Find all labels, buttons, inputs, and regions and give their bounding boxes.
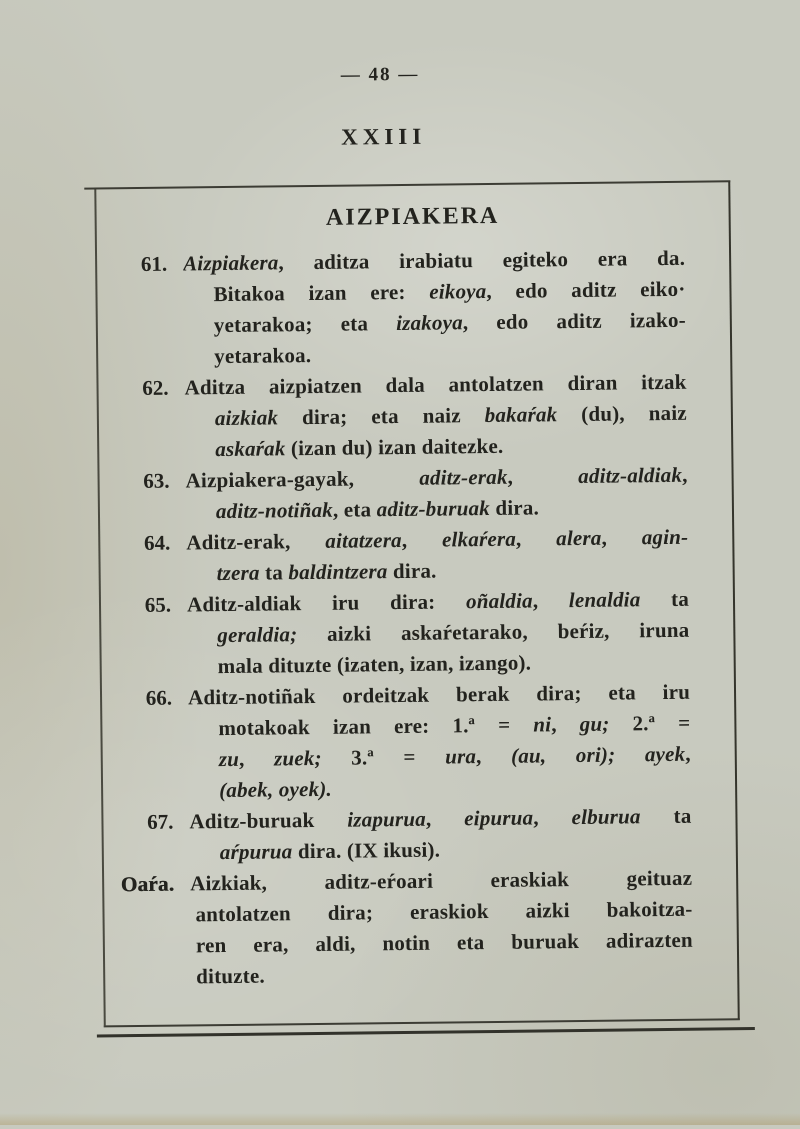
plain-text: dira. — [489, 495, 540, 520]
plain-text: Aditz-erak, — [186, 528, 326, 555]
plain-text: 3.ª = — [321, 744, 446, 770]
italic-text: ura — [444, 744, 477, 769]
paragraph-list — [97, 242, 737, 993]
italic-text: alera — [556, 525, 602, 551]
paragraph-label: 64. — [143, 530, 171, 555]
italic-text: aditz-erak — [419, 464, 508, 490]
text-line — [191, 925, 693, 962]
plain-text: Aditza aizpiatzen dala antolatzen diran itzak — [184, 369, 687, 400]
paragraph — [102, 676, 735, 807]
text-line — [189, 801, 691, 838]
paragraph — [104, 862, 737, 993]
plain-text: , — [601, 525, 642, 550]
plain-text: , edo aditz eiko· — [486, 276, 686, 304]
italic-text: askaŕak — [215, 436, 286, 462]
italic-text: geraldia; — [217, 622, 298, 648]
plain-text: ta — [640, 586, 690, 612]
plain-text: (izan du) izan daitezke. — [285, 433, 504, 461]
plain-text: aizki askaŕetarako, beŕiz, iruna — [297, 617, 690, 647]
plain-text: yetarakoa. — [214, 343, 312, 369]
plain-text — [615, 742, 645, 766]
plain-text: , — [685, 741, 691, 766]
plain-text: ta — [640, 803, 692, 829]
text-line — [187, 615, 689, 652]
plain-text: antolatzen dira; eraskiok aizki bakoitza- — [195, 896, 693, 927]
italic-text: aŕpurua — [219, 839, 293, 865]
italic-text: zu — [218, 746, 240, 772]
paragraph — [97, 242, 730, 373]
plain-text: , — [681, 462, 688, 487]
italic-text: (abek, oyek). — [218, 776, 333, 803]
italic-text: lenaldia — [568, 587, 641, 613]
plain-text: Bitakoa izan ere: — [213, 279, 430, 307]
plain-text: , edo aditz izako- — [462, 307, 686, 335]
paragraph-body — [189, 800, 736, 868]
plain-text: dira. — [387, 558, 437, 584]
plain-text: , — [507, 463, 579, 489]
italic-text: baldintzera — [288, 559, 388, 585]
plain-text: 2.ª = — [609, 710, 691, 736]
section-heading: XXIII — [341, 123, 427, 150]
paragraph-body — [188, 676, 735, 806]
plain-text: yetarakoa; eta — [213, 311, 397, 338]
plain-text: , — [533, 805, 572, 830]
paragraph-label: Oaŕa. — [120, 871, 175, 897]
paragraph-body — [187, 583, 734, 682]
bottom-rule — [97, 1027, 755, 1037]
italic-text: tzera — [216, 560, 260, 586]
italic-text: (au, ori); — [510, 742, 616, 768]
paragraph-body — [186, 521, 733, 589]
text-line — [191, 956, 693, 993]
paragraph-label: 66. — [145, 685, 173, 710]
italic-text: gu; — [579, 711, 610, 736]
paragraph-label: 63. — [143, 468, 170, 493]
text-line — [189, 739, 691, 776]
plain-text: , — [401, 527, 443, 552]
paragraph — [99, 459, 732, 528]
italic-text: eikoya — [429, 279, 487, 304]
italic-text: aitatzera — [325, 527, 402, 553]
italic-text: ayek — [644, 741, 686, 767]
italic-text: elburua — [571, 804, 641, 830]
plain-text: dira. (IX ikusi). — [292, 837, 441, 864]
text-line — [184, 305, 686, 342]
content-frame — [94, 180, 739, 1027]
plain-text: , — [515, 526, 557, 551]
plain-text: , eta — [332, 497, 377, 522]
paragraph — [101, 583, 734, 683]
chapter-title: AIZPIAKERA — [325, 202, 500, 231]
italic-text: oñaldia — [465, 588, 533, 614]
plain-text: dituzte. — [196, 963, 266, 989]
italic-text: izakoya — [395, 310, 463, 336]
plain-text: , — [425, 806, 465, 831]
italic-text: zuek; — [273, 745, 322, 771]
plain-text: , — [238, 746, 275, 771]
italic-text: bakaŕak — [484, 402, 558, 428]
plain-text: , — [532, 588, 569, 613]
plain-text: Aizpiakera-gayak, — [185, 465, 420, 493]
italic-text: aditz-buruak — [376, 495, 491, 522]
italic-text: agin- — [641, 524, 689, 550]
plain-text: motakoak izan ere: 1.ª = — [218, 712, 534, 741]
plain-text: Aizkiak, aditz-eŕoari eraskiak geituaz — [190, 865, 693, 896]
paragraph-label: 61. — [140, 251, 168, 276]
paragraph-label: 67. — [147, 809, 174, 834]
plain-text: ren era, aldi, notin eta buruak adirazten — [195, 927, 693, 958]
plain-text: , aditza irabiatu egiteko era da. — [278, 245, 686, 275]
paragraph-label: 65. — [144, 592, 172, 617]
italic-text: aizkiak — [214, 405, 279, 431]
paragraph — [98, 366, 731, 466]
paragraph-body — [183, 242, 730, 372]
text-line — [186, 522, 688, 559]
plain-text: ta — [259, 560, 289, 585]
paragraph — [100, 521, 733, 590]
italic-text: Aizpiakera — [183, 250, 279, 276]
paragraph-label: 62. — [142, 375, 169, 400]
plain-text: , — [475, 743, 512, 769]
plain-text: Aditz-notiñak ordeitzak berak dira; eta iru — [187, 679, 691, 710]
text-line — [185, 398, 687, 435]
italic-text: elkaŕera — [441, 526, 517, 552]
plain-text: dira; eta naiz — [278, 403, 485, 430]
paragraph-body — [184, 366, 731, 465]
paragraph — [103, 800, 736, 869]
paragraph-body — [185, 459, 732, 527]
plain-text: , — [551, 711, 580, 737]
page-number: — 48 — — [340, 63, 420, 86]
italic-text: aditz-aldiak — [578, 462, 683, 488]
plain-text: (du), naiz — [557, 400, 687, 427]
italic-text: izapurua — [347, 806, 427, 832]
plain-text: Aditz-aldiak iru dira: — [186, 589, 467, 617]
plain-text: Aditz-buruak — [189, 807, 348, 834]
plain-text: mala dituzte (izaten, izan, izango). — [217, 650, 532, 679]
italic-text: ni — [533, 712, 552, 737]
italic-text: aditz-notiñak — [215, 497, 334, 524]
text-line — [185, 460, 687, 497]
paragraph-body — [190, 862, 737, 992]
italic-text: eipurua — [464, 805, 534, 831]
